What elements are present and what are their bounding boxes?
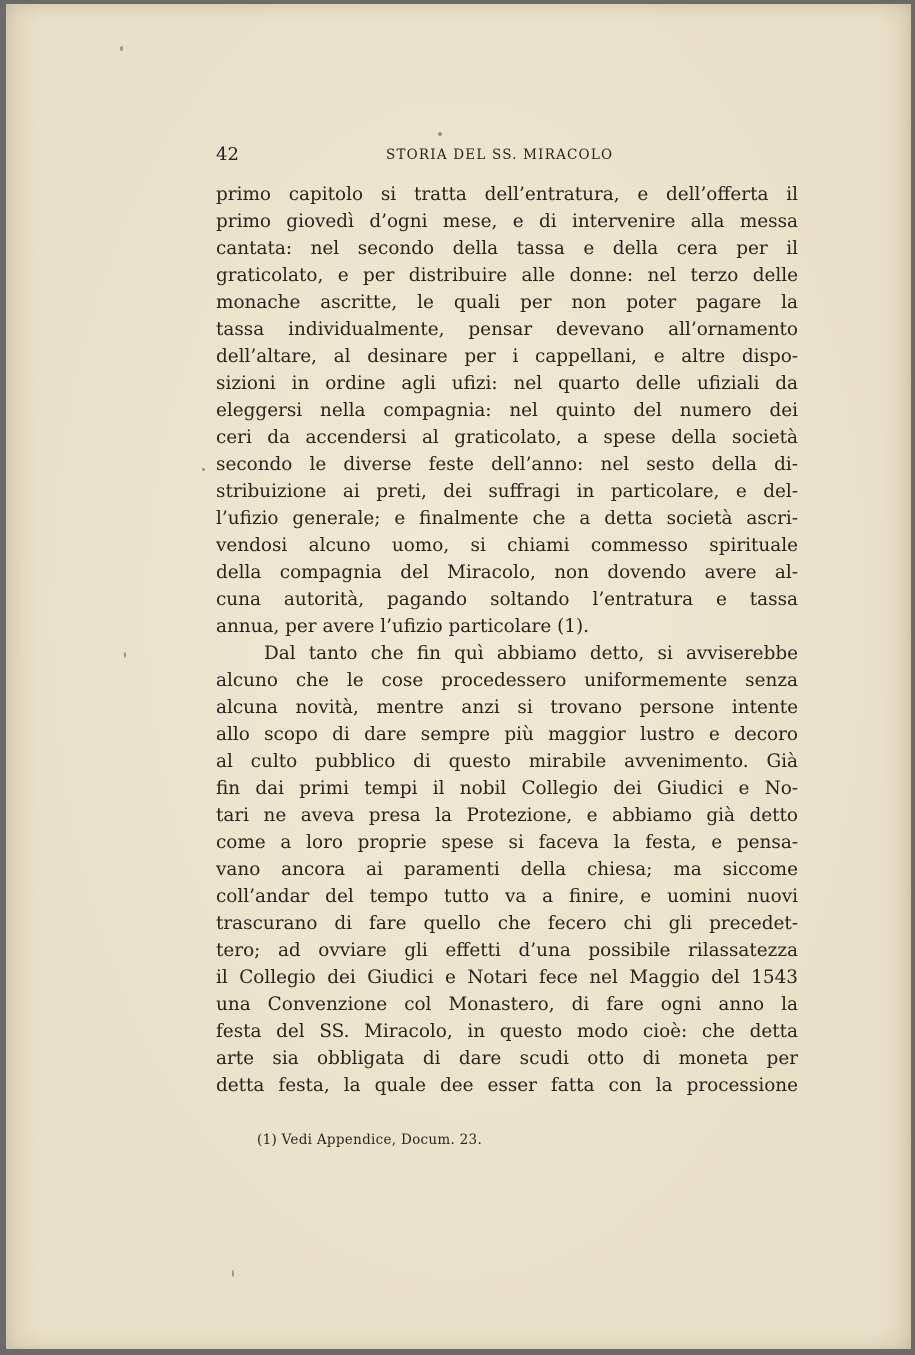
text-line: sizioni in ordine agli ufizi: nel quarto delle ufiziali da bbox=[216, 373, 798, 394]
text-line: ceri da accendersi al graticolato, a spese della società bbox=[216, 427, 798, 448]
text-line: cantata: nel secondo della tassa e della cera per il bbox=[216, 238, 798, 259]
text-line: tari ne aveva presa la Protezione, e abbiamo già detto bbox=[216, 805, 798, 826]
text-line: una Convenzione col Monastero, di fare ogni anno la bbox=[216, 994, 798, 1015]
text-line: tero; ad ovviare gli effetti d’una possibile rilassatezza bbox=[216, 940, 798, 961]
text-line: stribuizione ai preti, dei suffragi in particolare, e del- bbox=[216, 481, 798, 502]
text-line: il Collegio dei Giudici e Notari fece nel Maggio del 1543 bbox=[216, 967, 798, 988]
paper-speck bbox=[438, 132, 442, 136]
body-text bbox=[216, 181, 798, 1099]
text-line: allo scopo di dare sempre più maggior lustro e decoro bbox=[216, 724, 798, 745]
text-line: tassa individualmente, pensar devevano all’ornamento bbox=[216, 319, 798, 340]
text-line: graticolato, e per distribuire alle donne: nel terzo delle bbox=[216, 265, 798, 286]
text-line: eleggersi nella compagnia: nel quinto del numero dei bbox=[216, 400, 798, 421]
paper-speck bbox=[120, 46, 123, 51]
text-line: vendosi alcuno uomo, si chiami commesso spirituale bbox=[216, 535, 798, 556]
paper-speck bbox=[232, 1270, 234, 1277]
text-line: della compagnia del Miracolo, non dovendo avere al- bbox=[216, 562, 798, 583]
text-line: al culto pubblico di questo mirabile avvenimento. Già bbox=[216, 751, 798, 772]
paragraph-end-line: annua, per avere l’ufizio particolare (1). bbox=[216, 616, 589, 637]
page-number: 42 bbox=[216, 144, 239, 165]
running-title: STORIA DEL SS. MIRACOLO bbox=[386, 147, 614, 163]
text-line: trascurano di fare quello che fecero chi gli precedet- bbox=[216, 913, 798, 934]
paper-speck bbox=[202, 468, 205, 471]
text-line: monache ascritte, le quali per non poter pagare la bbox=[216, 292, 798, 313]
text-line: festa del SS. Miracolo, in questo modo cioè: che detta bbox=[216, 1021, 798, 1042]
text-line: cuna autorità, pagando soltando l’entratura e tassa bbox=[216, 589, 798, 610]
text-line: alcuno che le cose procedessero uniformemente senza bbox=[216, 670, 798, 691]
text-line: l’ufizio generale; e finalmente che a detta società ascri- bbox=[216, 508, 798, 529]
paper-speck bbox=[124, 652, 126, 658]
paragraph-start-line: Dal tanto che fin quì abbiamo detto, si avviserebbe bbox=[264, 643, 798, 664]
text-line: come a loro proprie spese si faceva la festa, e pensa- bbox=[216, 832, 798, 853]
text-line: secondo le diverse feste dell’anno: nel sesto della di- bbox=[216, 454, 798, 475]
text-line: primo capitolo si tratta dell’entratura, e dell’offerta il bbox=[216, 184, 798, 205]
text-line: primo giovedì d’ogni mese, e di intervenire alla messa bbox=[216, 211, 798, 232]
text-line: arte sia obbligata di dare scudi otto di moneta per bbox=[216, 1048, 798, 1069]
page-header bbox=[216, 144, 798, 166]
text-line: alcuna novità, mentre anzi si trovano persone intente bbox=[216, 697, 798, 718]
text-line: dell’altare, al desinare per i cappellani, e altre dispo- bbox=[216, 346, 798, 367]
footnote: (1) Vedi Appendice, Docum. 23. bbox=[257, 1132, 483, 1148]
text-line: vano ancora ai paramenti della chiesa; ma siccome bbox=[216, 859, 798, 880]
text-line: coll’andar del tempo tutto va a finire, e uomini nuovi bbox=[216, 886, 798, 907]
text-line: fin dai primi tempi il nobil Collegio dei Giudici e No- bbox=[216, 778, 798, 799]
text-line: detta festa, la quale dee esser fatta con la processione bbox=[216, 1075, 798, 1096]
